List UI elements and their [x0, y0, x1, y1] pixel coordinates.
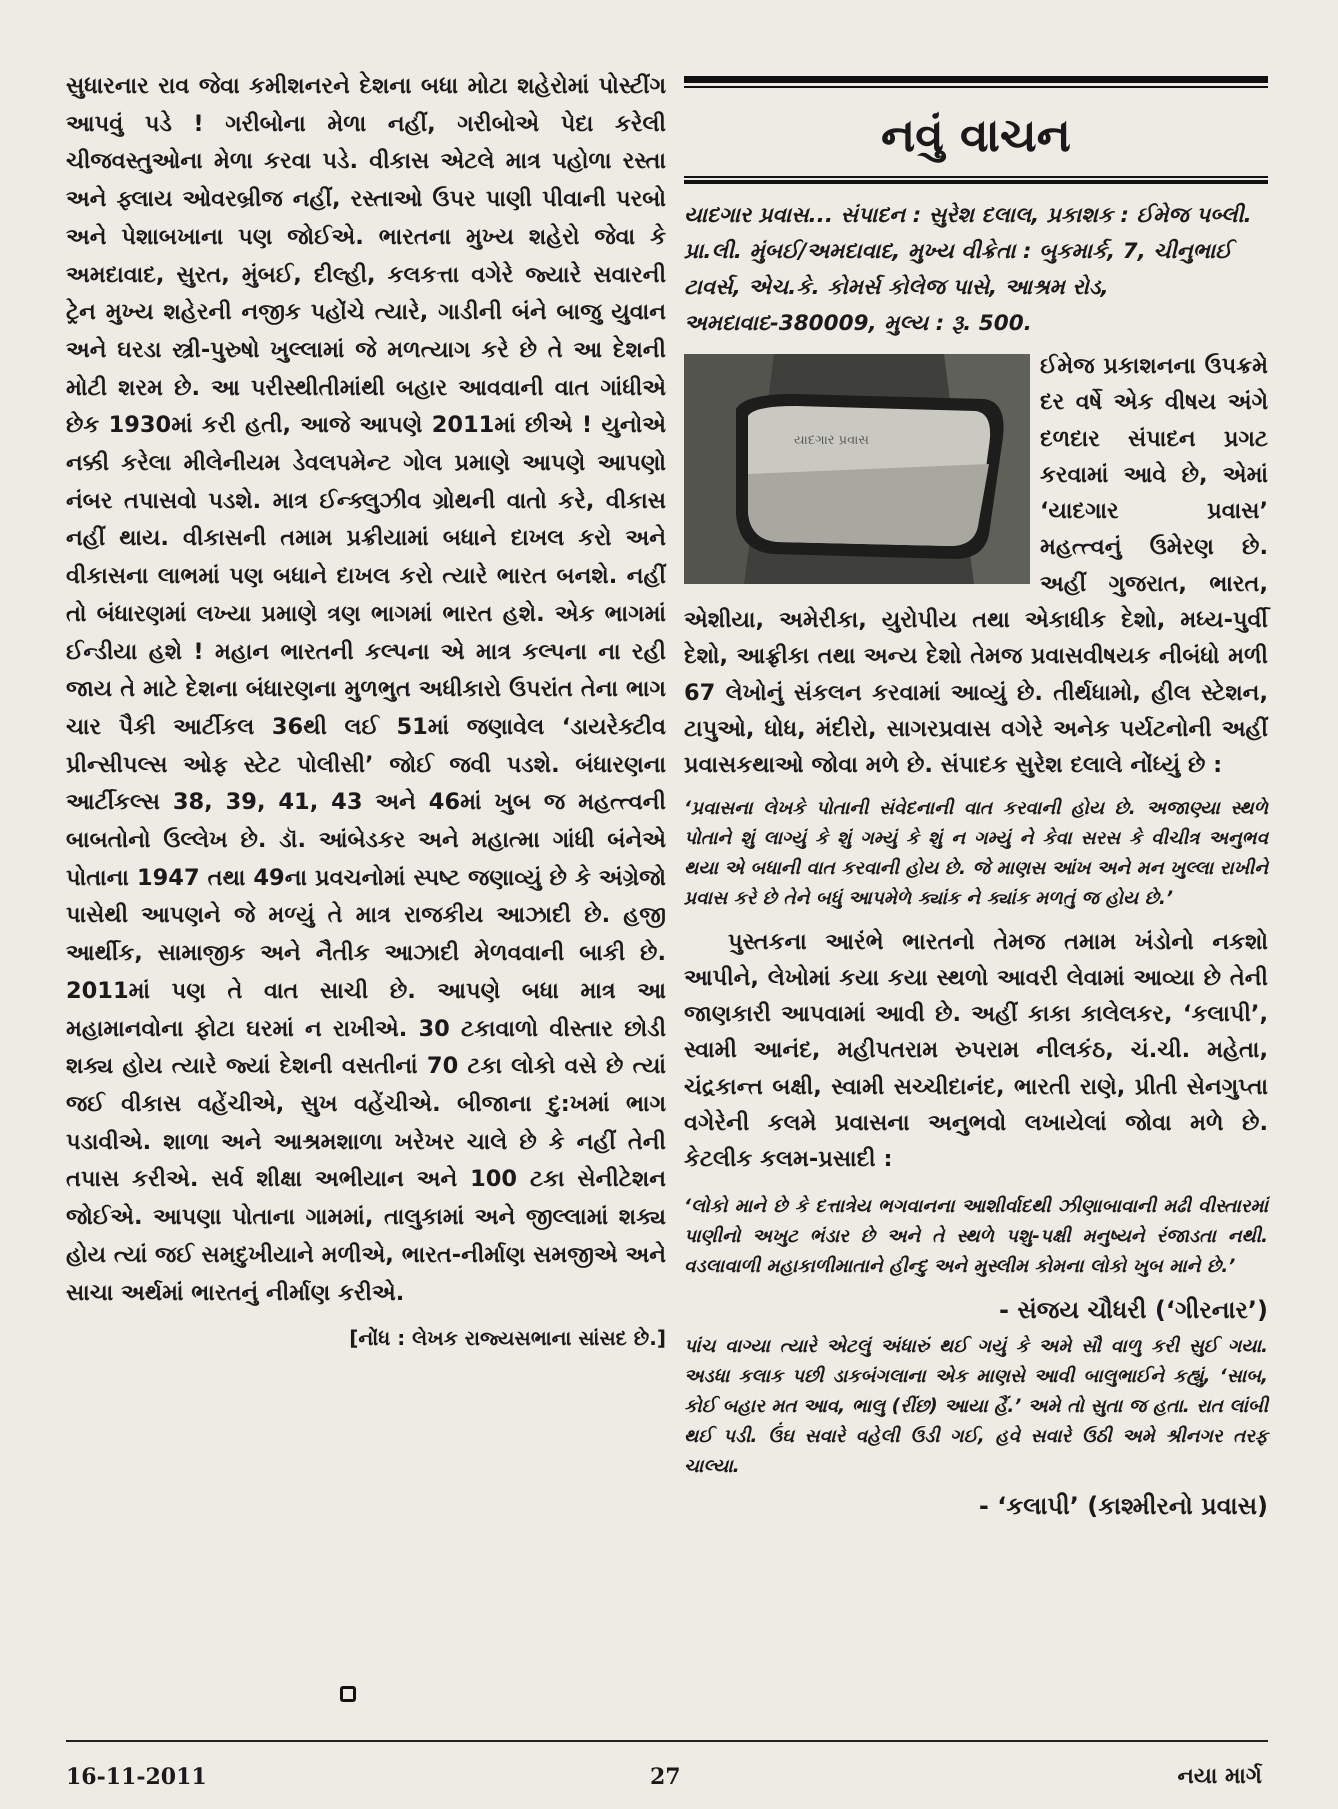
footer-date: 16-11-2011 [66, 1764, 207, 1790]
footer-rule [66, 1740, 1268, 1742]
end-mark-icon [340, 1686, 356, 1702]
quote-editor: ‘પ્રવાસના લેખકે પોતાની સંવેદનાની વાત કરવાની હોય છે. અજાણ્યા સ્થળે પોતાને શું લાગ્યું કે શું ગમ્યું કે શું ન ગમ્યું ને કેવા સરસ કે વીચીત્ર અનુભવ થયા એ બધાની વાત કરવાની હોય છે. જે માણસ આંખ અને મન ખુલ્લા રાખીને પ્રવાસ કરે છે તેને બધું આપમેળે ક્યાંક ને ક્યાંક મળતું જ હોય છે.’ [684, 797, 1268, 909]
book-info: સંપાદન : સુરેશ દલાલ, પ્રકાશક : ઈમેજ પબ્લી. પ્રા.લી. મુંબઈ/અમદાવાદ, મુખ્ય વીક્રેતા : બુકમાર્ક, 7, ચીનુભાઈ ટાવર્સ, એચ.કે. કોમર્સ કોલેજ પાસે, આશ્રમ રોડ, અમદાવાદ-380009, મુલ્ય : રૂ. 500. [684, 203, 1252, 336]
quote-author-girnar: - સંજય ચૌધરી (‘ગીરનાર’) [999, 1295, 1268, 1324]
book-title: યાદગાર પ્રવાસ... [684, 203, 833, 228]
page-number: 27 [650, 1764, 681, 1790]
right-column [684, 76, 1268, 1528]
magazine-name: નયા માર્ગ [1177, 1764, 1262, 1789]
review-paragraph-1: ઈમેજ પ્રકાશનના ઉપક્રમે દર વર્ષે એક વીષય અંગે દળદાર સંપાદન પ્રગટ કરવામાં આવે છે, એમાં ‘યાદગાર પ્રવાસ’ મહત્ત્વનું ઉમેરણ છે. અહીં ગુજરાત, ભારત, એશીયા, અમેરીકા, યુરોપીય તથા એકાધીક દેશો, મધ્ય-પુર્વી દેશો, આફ્રીકા તથા અન્ય દેશો તેમજ પ્રવાસવીષયક નીબંધો મળી 67 લેખોનું સંકલન કરવામાં આવ્યું છે. તીર્થધામો, હીલ સ્ટેશન, ટાપુઓ, ધોધ, મંદીરો, સાગરપ્રવાસ વગેરે અનેક પર્યટનોની અહીં પ્રવાસકથાઓ જોવા મળે છે. સંપાદક સુરેશ દલાલે નોંધ્યું છે : [684, 353, 1268, 779]
book-details [684, 198, 1268, 342]
left-column [66, 68, 666, 1350]
heading-rule-top [684, 76, 1268, 83]
quote-kashmir: પાંચ વાગ્યા ત્યારે એટલું અંધારું થઈ ગયું કે અમે સૌ વાળુ કરી સુઈ ગયા. અડધા કલાક પછી ડાકબંગલાના એક માણસે આવી બાલુભાઈને કહ્યું, ‘સાબ, કોઈ બહાર મત આવ, ભાલુ (રીંછ) આયા હૈં.’ અમે તો સુતા જ હતા. રાત લાંબી થઈ પડી. ઉંઘ સવારે વહેલી ઉડી ગઈ, હવે સવારે ઉઠી અમે શ્રીનગર તરફ ચાલ્યા. [684, 1335, 1268, 1477]
quote-author-kalapi: - ‘કલાપી’ (કાશ્મીરનો પ્રવાસ) [978, 1491, 1268, 1520]
heading-rule-bottom [684, 176, 1268, 178]
author-note: [નોંધ : લેખક રાજ્યસભાના સાંસદ છે.] [349, 1326, 666, 1351]
left-article [66, 68, 666, 1312]
image-caption: યાદગાર પ્રવાસ [794, 433, 869, 448]
quote-girnar: ‘લોકો માને છે કે દત્તાત્રેય ભગવાનના આશીર્વાદથી ઝીણાબાવાની મઢી વીસ્તારમાં પાણીનો અખુટ ભંડાર છે અને તે સ્થળે પશુ-પક્ષી મનુષ્યને રંજાડતા નથી. વડલાવાળી મહાકાળીમાતાને હીન્દુ અને મુસ્લીમ કોમના લોકો ખુબ માને છે.’ [684, 1195, 1268, 1277]
heading-rule-top-thin [684, 86, 1268, 88]
section-heading: નવું વાચન [881, 108, 1071, 162]
review-paragraph-2: પુસ્તકના આરંભે ભારતનો તેમજ તમામ ખંડોનો નકશો આપીને, લેખોમાં કયા કયા સ્થળો આવરી લેવામાં આવ્યા છે તેની જાણકારી આપવામાં આવી છે. અહીં કાકા કાલેલકર, ‘કલાપી’, સ્વામી આનંદ, મહીપતરામ રુપરામ નીલકંઠ, ચં.ચી. મહેતા, ચંદ્રકાન્ત બક્ષી, સ્વામી સચ્ચીદાનંદ, ભારતી રાણે, પ્રીતી સેનગુપ્તા વગેરેની કલમે પ્રવાસના અનુભવો લખાયેલાં જોવા મળે છે. કેટલીક કલમ-પ્રસાદી : [684, 928, 1268, 1173]
left-article-text: સુધારનાર રાવ જેવા કમીશનરને દેશના બધા મોટા શહેરોમાં પોસ્ટીંગ આપવું પડે ! ગરીબોના મેળા નહીં, ગરીબોએ પેદા કરેલી ચીજવસ્તુઓના મેળા કરવા પડે. વીકાસ એટલે માત્ર પહોળા રસ્તા અને ફ્લાય ઓવરબ્રીજ નહીં, રસ્તાઓ ઉપર પાણી પીવાની પરબો અને પેશાબખાના પણ જોઈએ. ભારતના મુખ્ય શહેરો જેવા કે અમદાવાદ, સુરત, મુંબઈ, દીલ્હી, કલકત્તા વગેરે જ્યારે સવારની ટ્રેન મુખ્ય શહેરની નજીક પહોંચે ત્યારે, ગાડીની બંને બાજુ યુવાન અને ઘરડા સ્ત્રી-પુરુષો ખુલ્લામાં જે મળત્યાગ કરે છે તે આ દેશની મોટી શરમ છે. આ પરીસ્થીતીમાંથી બહાર આવવાની વાત ગાંધીએ છેક 1930માં કરી હતી, આજે આપણે 2011માં છીએ ! યુનોએ નક્કી કરેલા મીલેનીયમ ડેવલપમેન્ટ ગોલ પ્રમાણે આપણે આપણો નંબર તપાસવો પડશે. માત્ર ઈન્ક્લુઝીવ ગ્રોથની વાતો કરે, વીકાસ નહીં થાય. વીકાસની તમામ પ્રક્રીયામાં બધાને દાખલ કરો અને વીકાસના લાભમાં પણ બધાને દાખલ કરો ત્યારે ભારત બનશે. નહીં તો બંધારણમાં લખ્યા પ્રમાણે ત્રણ ભાગમાં ભારત હશે. એક ભાગમાં ઈન્ડીયા હશે ! મહાન ભારતની કલ્પના એ માત્ર કલ્પના ના રહી જાય તે માટે દેશના બંધારણના મુળભુત અધીકારો ઉપરાંત તેના ભાગ ચાર પૈકી આર્ટીકલ 36થી લઈ 51માં જણાવેલ ‘ડાયરેક્ટીવ પ્રીન્સીપલ્સ ઓફ સ્ટેટ પોલીસી’ જોઈ જવી પડશે. બંધારણના આર્ટીકલ્સ 38, 39, 41, 43 અને 46માં ખુબ જ મહત્ત્વની બાબતોનો ઉલ્લેખ છે. ડૉ. આંબેડકર અને મહાત્મા ગાંધી બંનેએ પોતાના 1947 તથા 49ના પ્રવચનોમાં સ્પષ્ટ જણાવ્યું છે કે અંગ્રેજો પાસેથી આપણને જે મળ્યું તે માત્ર રાજકીય આઝાદી છે. હજી આર્થીક, સામાજીક અને નૈતીક આઝાદી મેળવવાની બાકી છે. 2011માં પણ તે વાત સાચી છે. આપણે બધા માત્ર આ મહામાનવોના ફોટા ઘરમાં ન રાખીએ. 30 ટકાવાળો વીસ્તાર છોડી શક્ય હોય ત્યારે જ્યાં દેશની વસતીનાં 70 ટકા લોકો વસે છે ત્યાં જઈ વીકાસ વહેંચીએ, સુખ વહેંચીએ. બીજાના દુ:ખમાં ભાગ પડાવીએ. શાળા અને આશ્રમશાળા ખરેખર ચાલે છે કે નહીં તેની તપાસ કરીએ. સર્વ શીક્ષા અભીયાન અને 100 ટકા સેનીટેશન જોઈએ. આપણા પોતાના ગામમાં, તાલુકામાં અને જીલ્લામાં શક્ય હોય ત્યાં જઈ સમદુખીયાને મળીએ, ભારત-નીર્માણ સમજીએ અને સાચા અર્થમાં ભારતનું નીર્માણ કરીએ. [66, 73, 667, 1306]
review-body [684, 348, 1268, 1520]
mirror-photo-icon [684, 354, 1030, 584]
book-cover-image [684, 354, 1030, 584]
heading-rule-bottom-thick [684, 180, 1268, 184]
